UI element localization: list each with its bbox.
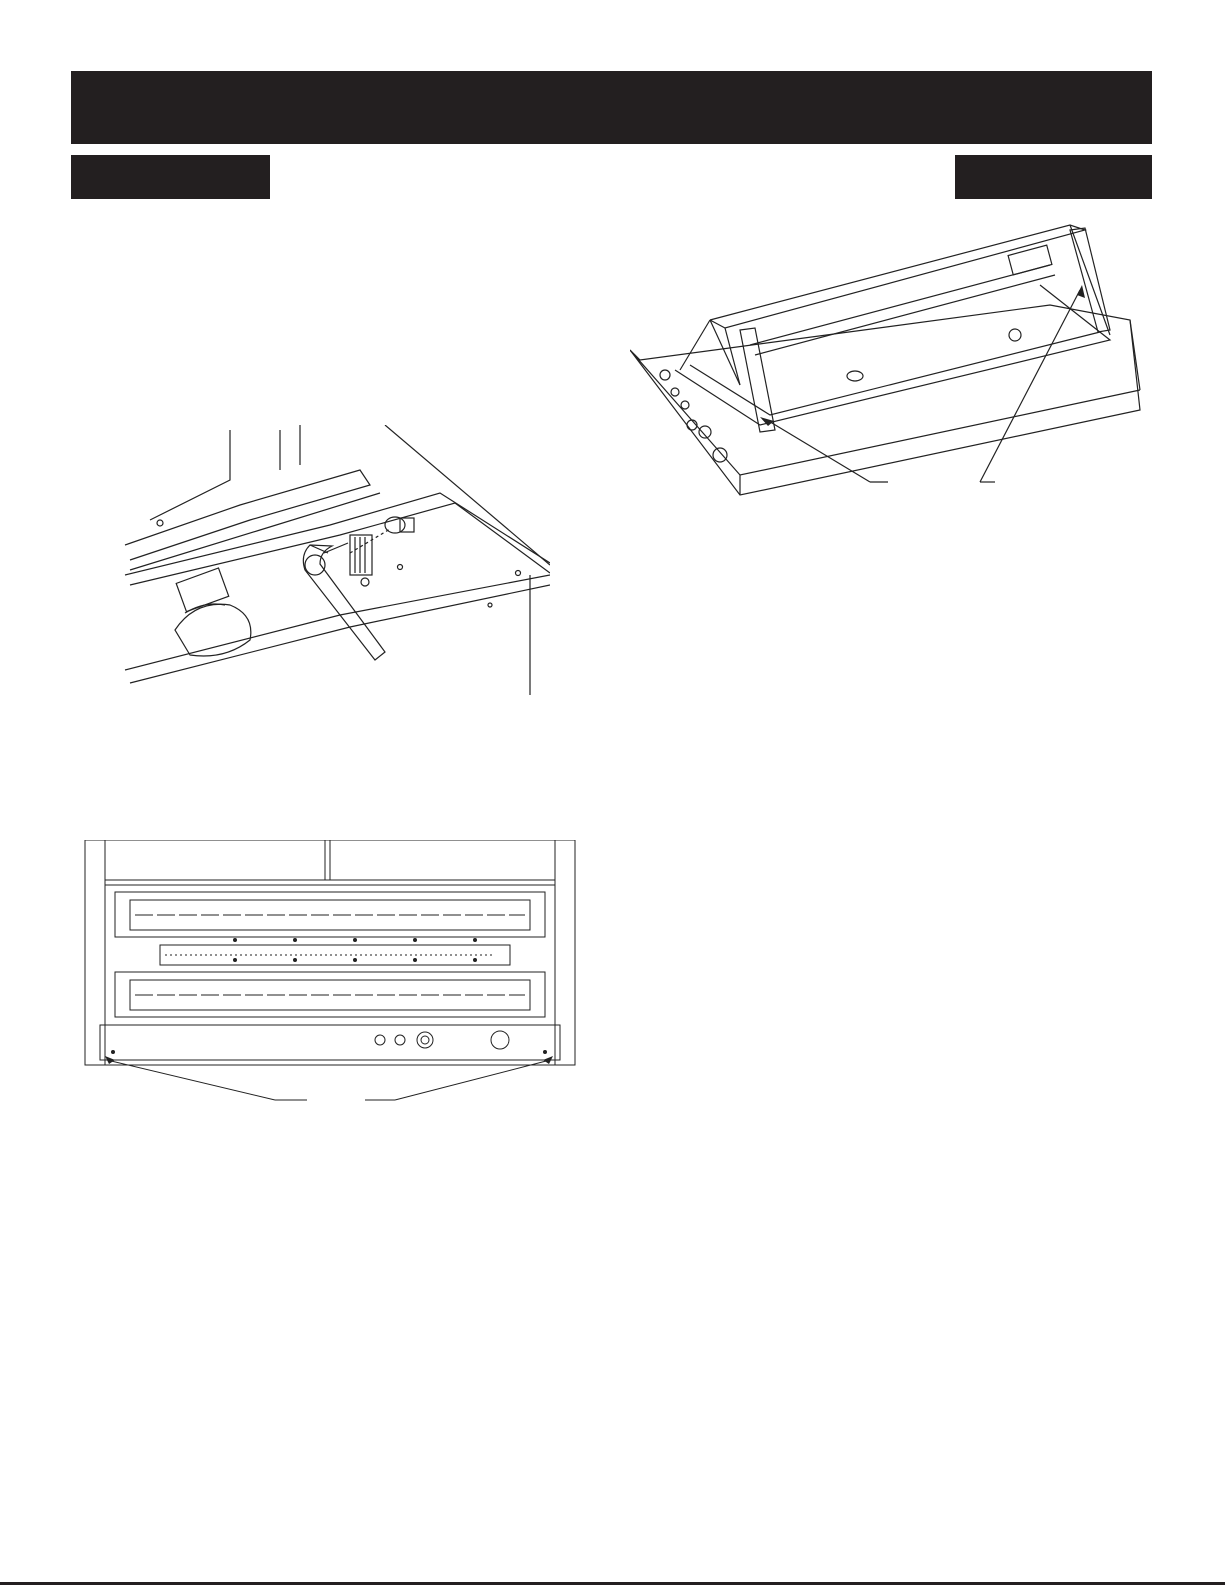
firebox-assembly-illustration [630,210,1150,515]
front-panel-drawing-icon [75,840,595,1120]
firebox-assembly-drawing-icon [630,210,1150,515]
header-banner [71,71,1152,144]
hex-key-drawing-icon [110,425,550,710]
section-tab-right [955,155,1152,199]
section-tab-left [71,155,270,199]
front-panel-illustration [75,840,595,1120]
hex-key-illustration [110,425,550,710]
